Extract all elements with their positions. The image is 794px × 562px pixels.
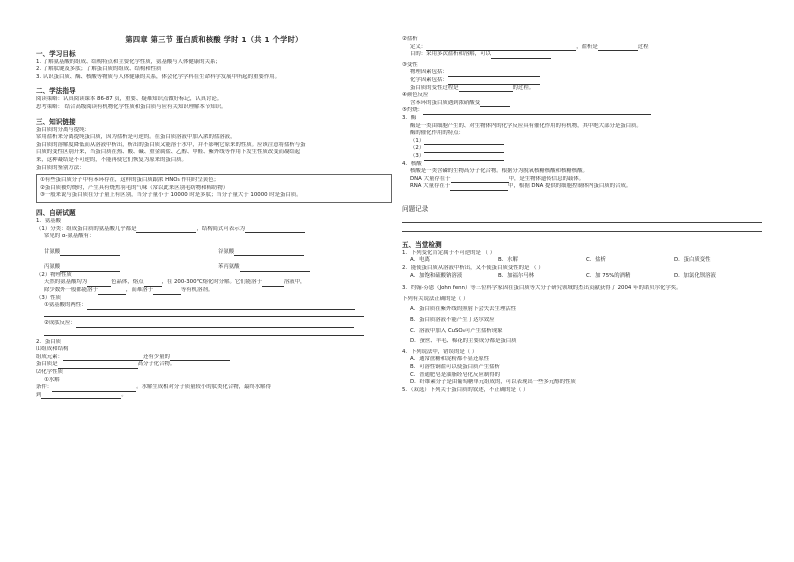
section-objectives-heading: 一、学习目标 [36,49,76,58]
quiz-options [402,273,762,281]
blank-field[interactable] [480,100,510,107]
section-knowledge-heading: 三、知识链接 [36,117,76,126]
blank-field[interactable] [41,392,121,399]
blank-field[interactable] [44,329,364,336]
knowledge-line: 白质的变性区别开来，当蛋白质在热、酸、碱、重金属盐、乙醇、甲醛、紫外线等作用下发生性质改变而凝结起 [36,149,301,156]
physical-properties-line: 除少数外一般都能溶于 ，而难溶于 等有机溶剂。 [44,287,214,294]
composition-line: 组成元素： 还有少量的 [36,354,392,362]
quiz-option[interactable]: B．加福尔马林 [498,272,535,279]
quiz-option[interactable]: A．加饱和硫酸钠溶液 [410,272,463,279]
enzyme-feature-item: （1） [402,138,762,146]
color-reaction-line: 含苯环的蛋白质遇到浓硝酸变 [402,100,762,108]
blank-field[interactable] [450,184,508,191]
dna-line: DNA 大量存在于 中，是生物体遗传信息的载体。 [410,175,585,182]
blank-field[interactable] [63,354,143,361]
chemical-factors-line: 化学因素包括： [402,77,762,85]
hydrolysis-line: 条件： 。水解生成相对分子质量较小的肽类化合物，最终水解得 [36,384,271,391]
blank-field[interactable] [262,280,284,287]
blank-field[interactable] [451,176,509,183]
quiz-option[interactable]: D．蚕丝、羊毛、棉花的主要成分都是蛋白质 [410,338,517,345]
blank-field[interactable] [52,385,136,392]
blank-field[interactable] [598,44,638,51]
rna-line: RNA 大量存在于 中，根据 DNA 提供的细胞控制体内蛋白质的合成。 [410,183,632,190]
knowledge-subheading: 蛋白质的鉴别方法： [36,164,85,171]
objective-item: 1. 了解氨基酸的组成、结构特点和主要化学性质，氨基酸与人体健康的关系； [36,58,221,65]
blank-field[interactable] [76,321,354,328]
blank-field[interactable] [87,280,111,287]
question-amino-acid: 1．氨基酸 [36,217,61,224]
quiz-question: 下列有关说法正确的是（ ） [402,295,469,302]
quiz-question: 1．下列变化肯定属于不可逆的是 （ ） [402,249,496,256]
denaturation-process-line: 蛋白质的变性过程是 的过程。 [410,84,535,91]
amino-acid-row: 甘氨酸 谷氨酸 [36,249,392,257]
denaturation-heading: ③变性 [402,61,418,68]
blank-field[interactable] [60,249,120,256]
section-method-heading: 二、学法指导 [36,87,76,96]
blank-field[interactable] [424,146,504,153]
enzyme-feature-item: （2） [402,145,762,153]
physical-factors-line: 物理因素包括： [402,69,762,77]
physical-properties-heading: （2）物理性质 [36,271,72,278]
quiz-option[interactable]: D．纤维素分子是由葡萄糖单元组成的，可以表现出一些多元醇的性质 [410,379,576,386]
page-title: 第四章 第三节 蛋白质和核酸 学时 1（共 1 个学时） [125,35,303,44]
quiz-option[interactable]: A．通常蔗糖和淀粉都不显还原性 [410,356,490,363]
blank-field[interactable] [491,52,551,59]
blank-field[interactable] [170,354,230,361]
notes-line[interactable] [402,222,762,223]
quiz-option[interactable]: C．溶液中加入 CuSO₄可产生盐析现象 [410,327,503,334]
quiz-question: 2．能使蛋白质从溶液中析出，又不使蛋白质变性的是 （ ） [402,265,544,272]
nucleic-acid-text: 核酸是一类含磷的生物高分子化合物。根据分为脱氧核糖核酸和核糖核酸。 [410,168,588,175]
properties-heading: （3）性质 [36,294,61,301]
enzyme-text: 酶是一类由细胞产生的、对生物体内的化学反应具有催化作用的有机物，其中绝大部分是蛋白质。 [410,122,642,129]
quiz-question: 4．下列说法中，错误的是（ ） [402,348,478,355]
burning-line: ⑤灼烧： [402,107,762,115]
quiz-option[interactable]: A．蛋白质在紫外线的照射下会失去生理活性 [410,306,517,313]
classification-line: （1）分类：组成蛋白质的氨基酸几乎都是 ，结构简式可表示为 [36,226,392,234]
chemical-properties-heading: ⑵化学性质 [36,369,63,375]
blank-field[interactable] [60,265,120,272]
objective-item: 3. 认识蛋白质、酶、核酸等物质与人体健康的关系，体会化学学科在生命科学发展中所起的重要作用。 [36,73,281,80]
common-amino-acids-label: 常见的 α-氨基酸有： [44,233,95,240]
quiz-option[interactable]: B．水解 [498,257,518,264]
salting-heading: ②盐析 [402,36,418,42]
left-column [36,0,392,399]
quiz-option[interactable]: D．加氯化钡溶液 [674,272,716,279]
quiz-option[interactable]: B．可溶性铜盐可以使蛋白质产生盐析 [410,364,500,370]
identification-item: ①有些蛋白质分子中有苯环存在，这样的蛋白质跟浓 HNO₃ 作用时呈黄色； [40,177,220,184]
blank-field[interactable] [44,310,364,317]
blank-field[interactable] [240,265,310,272]
question-notes-heading: 问题记录 [402,204,429,213]
quiz-option[interactable]: A．电离 [410,257,430,264]
amphoteric-line: ①氨基酸的两性： [36,302,392,310]
section-self-study-heading: 四、自研试题 [36,208,76,217]
blank-field[interactable] [424,138,504,145]
question-protein: 2．蛋白质 [36,338,61,345]
quiz-option[interactable]: C．盐析 [586,257,606,264]
blank-field[interactable] [423,108,651,115]
knowledge-line: 常用盐析来分离提纯蛋白质，因为盐析是可逆的。在蛋白质溶液中加入浓的盐溶液， [36,134,236,141]
amino-acid-row: 丙氨酸 苯丙氨酸 [36,264,392,272]
right-column [402,0,762,394]
composition-line: 蛋白质是 高分子化合物。 [36,361,176,368]
identification-box [36,174,392,203]
identification-item: ②蛋白质被灼烧时，产生具有烧焦羽毛的气味（常以此来区别毛纺物和棉纺物） [40,184,229,191]
knowledge-subheading: 蛋白质的分离与提纯： [36,126,90,133]
physical-properties-line: 天然的氨基酸均为 色晶体，熔点 ，在 200-300℃熔化时分解。它们能溶于 溶液中， [44,279,306,286]
composition-heading: ⑴组成和结构 [36,346,69,353]
blank-field[interactable] [245,226,305,233]
blank-field[interactable] [234,249,304,256]
blank-field[interactable] [153,288,181,295]
hydrolysis-heading: ①水解 [44,376,60,383]
blank-field[interactable] [136,226,196,233]
blank-field[interactable] [426,44,576,51]
enzyme-feature-label: 酶的催化作用的特点： [410,130,464,137]
nucleic-acid-heading: 4．核酸 [402,160,422,167]
hydrolysis-line: 到 。 [36,391,127,398]
quiz-option[interactable]: B．蛋白质溶液不能产生丁达尔效应 [410,317,495,324]
blank-field[interactable] [459,85,513,92]
section-quiz-heading: 五、当堂检测 [402,240,442,249]
blank-field[interactable] [98,288,126,295]
salting-purpose-line: 目的：采用多次盐析和溶解，可以 [402,51,762,59]
quiz-option[interactable]: C．普通肥皂是油脂经皂化反应制得的 [410,371,501,378]
quiz-question: 3．约翰·芬恩（John fenn）等三位科学家因在蛋白质等大分子研究领域的杰出贡献获得了 2004 年的诺贝尔化学奖。 [402,285,682,292]
peptide-line: ②成肽反应： [36,320,392,328]
enzyme-heading: 3．酶 [402,114,417,121]
method-item: 思考策略： 结合高级阅读有机物化学性质和蛋白质与应有关知识理解本节知识。 [36,103,227,110]
objective-item: 2. 了解肽键及多肽；了解蛋白质的组成、结构和性质 [36,66,162,73]
blank-field[interactable] [448,70,540,77]
knowledge-line: 蛋白质的溶解度降低而从溶液中析出，析出的蛋白质又能溶于水中，并不影响它原来的性质。应该注意将盐析与蛋 [36,141,306,148]
method-item: 阅读策略：认真阅读课本 86-87 页，重要、疑难知识点做好标记，认真讨论。 [36,96,223,103]
quiz-option[interactable]: D．蛋白质变性 [674,257,711,264]
blank-field[interactable] [424,154,504,161]
blank-field[interactable] [144,280,162,287]
salting-definition-line: 定义： ，盐析是 过程 [410,43,649,50]
quiz-question: 5．（双选）下列关于蛋白质的叙述，不正确的是（ ） [402,386,529,393]
enzyme-feature-item: （3） [402,153,762,161]
blank-field[interactable] [448,78,540,85]
color-reaction-heading: ④颜色反应 [402,92,429,99]
blank-field[interactable] [87,303,355,310]
quiz-option[interactable]: C．加 75%的酒精 [586,272,631,279]
quiz-options [402,257,762,265]
blank-field[interactable] [58,362,138,369]
knowledge-line: 来，这种凝结是不可逆的，不能再使它们恢复为原来的蛋白质。 [36,156,187,163]
identification-item: ③一般来说与蛋白质在分子量上有区别，当分子量小于 10000 时是多肽；当分子量大于 10000 时是蛋白质。 [40,192,302,199]
blank-line [36,310,392,318]
blank-line [36,328,392,336]
